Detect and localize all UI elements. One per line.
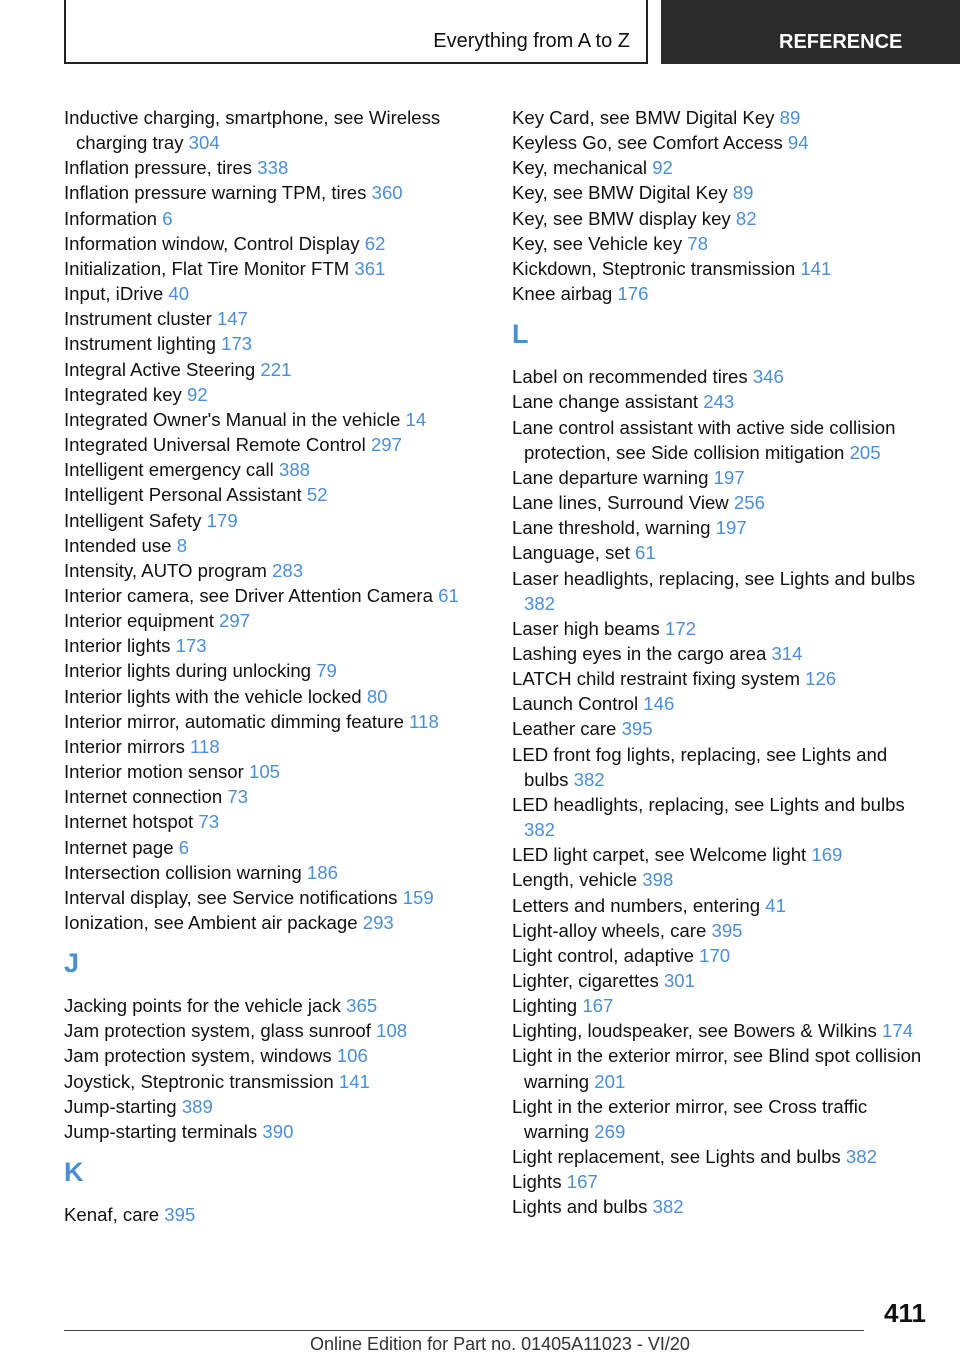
index-entry-text: Interior mirror, automatic dimming feature bbox=[64, 710, 404, 732]
index-entry bbox=[64, 331, 484, 356]
page-reference-link[interactable]: 173 bbox=[175, 635, 207, 657]
index-entry bbox=[512, 918, 932, 943]
index-entry bbox=[64, 993, 484, 1018]
page-reference-link[interactable]: 118 bbox=[409, 710, 439, 732]
index-entry-text: Lights and bulbs bbox=[512, 1196, 648, 1218]
page-reference-link[interactable]: 6 bbox=[178, 836, 190, 858]
page-reference-link[interactable]: 388 bbox=[278, 459, 311, 481]
index-entry bbox=[64, 583, 484, 608]
index-entry-text: Lights bbox=[512, 1171, 562, 1193]
index-entry-text: Interior lights bbox=[64, 635, 171, 657]
page-reference-link[interactable]: 365 bbox=[346, 995, 378, 1017]
index-entry bbox=[64, 432, 484, 457]
index-entry-text: Lashing eyes in the cargo area bbox=[512, 642, 767, 664]
index-entry-text: Kenaf, care bbox=[64, 1204, 160, 1226]
index-entry-text: Interior lights with the vehicle locked bbox=[64, 685, 362, 707]
index-entry bbox=[512, 1144, 932, 1169]
page-reference-link[interactable]: 92 bbox=[187, 383, 208, 405]
page-reference-link[interactable]: 82 bbox=[735, 207, 757, 229]
page-reference-link[interactable]: 61 bbox=[438, 584, 459, 606]
index-entry-text: Key, see BMW display key bbox=[512, 207, 731, 229]
page-reference-link[interactable]: 293 bbox=[362, 912, 394, 933]
page-reference-link[interactable]: 8 bbox=[176, 534, 188, 556]
index-entry bbox=[512, 993, 932, 1018]
index-entry-text: Key, mechanical bbox=[512, 157, 648, 179]
index-entry bbox=[64, 407, 484, 432]
page-reference-link[interactable]: 126 bbox=[805, 668, 837, 690]
index-entry bbox=[64, 835, 484, 860]
index-entry-text: Lighting bbox=[512, 995, 578, 1017]
page-reference-link[interactable]: 78 bbox=[687, 232, 709, 254]
index-entry bbox=[512, 281, 932, 306]
index-entry bbox=[512, 1169, 932, 1194]
page-reference-link[interactable]: 360 bbox=[371, 182, 403, 204]
page-reference-link[interactable]: 256 bbox=[733, 492, 765, 514]
page-reference-link[interactable]: 205 bbox=[849, 441, 881, 463]
index-entry bbox=[512, 364, 932, 389]
index-column-left bbox=[64, 105, 484, 1227]
page-reference-link[interactable]: 382 bbox=[524, 592, 556, 614]
index-entry-text: Key, see BMW Digital Key bbox=[512, 182, 728, 204]
page-reference-link[interactable]: 80 bbox=[366, 685, 388, 707]
page-reference-link[interactable]: 221 bbox=[260, 358, 292, 380]
index-entry-text: Key Card, see BMW Digital Key bbox=[512, 107, 775, 128]
page-reference-link[interactable]: 382 bbox=[652, 1196, 684, 1218]
index-entry bbox=[512, 742, 932, 792]
index-entry-text: Keyless Go, see Comfort Access bbox=[512, 132, 783, 154]
page-reference-link[interactable]: 89 bbox=[779, 107, 801, 128]
index-entry-text: Knee airbag bbox=[512, 283, 613, 305]
index-entry-text: Label on recommended tires bbox=[512, 366, 748, 388]
index-entry bbox=[512, 180, 932, 205]
index-entry-text: Laser headlights, replacing, see Lights and bulbs bbox=[512, 567, 916, 589]
index-entry-text: Instrument cluster bbox=[64, 308, 212, 330]
index-entry bbox=[64, 759, 484, 784]
index-entry-text: Jam protection system, windows bbox=[64, 1045, 332, 1067]
index-entry bbox=[512, 206, 932, 231]
index-entry-text: Light control, adaptive bbox=[512, 944, 694, 966]
page-reference-link[interactable]: 89 bbox=[732, 182, 754, 204]
page-reference-link[interactable]: 395 bbox=[711, 919, 743, 941]
index-entry-text: Language, set bbox=[512, 542, 630, 564]
page-reference-link[interactable]: 108 bbox=[376, 1020, 408, 1042]
page-reference-link[interactable]: 314 bbox=[771, 642, 803, 664]
page-number: 411 bbox=[884, 1298, 926, 1328]
index-column-right bbox=[512, 105, 932, 1220]
page-reference-link[interactable]: 105 bbox=[249, 761, 281, 783]
chapter-tab: REFERENCE bbox=[661, 0, 960, 64]
footer-divider bbox=[64, 1330, 864, 1331]
index-entry-text: Lane departure warning bbox=[512, 466, 709, 488]
index-entry bbox=[512, 465, 932, 490]
page-reference-link[interactable]: 61 bbox=[635, 542, 656, 564]
index-entry-text: Joystick, Steptronic transmission bbox=[64, 1070, 334, 1092]
page-reference-link[interactable]: 197 bbox=[715, 517, 747, 539]
index-entry bbox=[512, 389, 932, 414]
index-entry-text: Lane control assistant with active side collision protection, see Side collision mitigation bbox=[512, 416, 896, 463]
page-reference-link[interactable]: 169 bbox=[811, 844, 843, 866]
index-entry-text: Ionization, see Ambient air package bbox=[64, 912, 358, 933]
index-entry-text: Interval display, see Service notifications bbox=[64, 886, 398, 908]
page-reference-link[interactable]: 382 bbox=[524, 819, 556, 841]
index-entry-text: Light in the exterior mirror, see Blind spot collision warning bbox=[512, 1045, 922, 1092]
index-entry bbox=[64, 910, 484, 935]
index-entry bbox=[64, 633, 484, 658]
index-entry bbox=[512, 691, 932, 716]
page-reference-link[interactable]: 6 bbox=[162, 207, 173, 229]
index-entry-text: LED light carpet, see Welcome light bbox=[512, 844, 807, 866]
index-entry-text: Key, see Vehicle key bbox=[512, 232, 683, 254]
index-entry bbox=[64, 1043, 484, 1068]
index-entry bbox=[64, 256, 484, 281]
page-reference-link[interactable]: 174 bbox=[882, 1020, 914, 1042]
index-entry bbox=[512, 716, 932, 741]
page-reference-link[interactable]: 301 bbox=[663, 970, 695, 991]
page-reference-link[interactable]: 186 bbox=[306, 861, 338, 883]
index-entry bbox=[64, 281, 484, 306]
index-entry-text: Jump-starting bbox=[64, 1095, 177, 1117]
index-entry-text: Inductive charging, smartphone, see Wireless charging tray bbox=[64, 107, 441, 154]
index-entry bbox=[64, 860, 484, 885]
index-entry-text: Intelligent Personal Assistant bbox=[64, 484, 302, 506]
index-entry bbox=[64, 1202, 484, 1227]
page-reference-link[interactable]: 73 bbox=[198, 811, 220, 833]
index-entry-text: Initialization, Flat Tire Monitor FTM bbox=[64, 257, 350, 279]
index-entry bbox=[512, 415, 932, 465]
index-entry bbox=[64, 709, 484, 734]
index-entry bbox=[512, 490, 932, 515]
index-entry-text: Integrated Universal Remote Control bbox=[64, 434, 366, 456]
page-reference-link[interactable]: 346 bbox=[752, 366, 784, 388]
index-entry-text: Interior lights during unlocking bbox=[64, 660, 312, 682]
index-entry bbox=[512, 867, 932, 892]
page-reference-link[interactable]: 41 bbox=[765, 894, 786, 916]
index-entry bbox=[64, 306, 484, 331]
index-entry bbox=[512, 1018, 932, 1043]
index-entry-text: Light-alloy wheels, care bbox=[512, 919, 707, 941]
index-entry-text: Intelligent emergency call bbox=[64, 459, 274, 481]
index-entry-text: Internet hotspot bbox=[64, 811, 194, 833]
index-entry-text: Jacking points for the vehicle jack bbox=[64, 995, 341, 1017]
page-reference-link[interactable]: 243 bbox=[703, 391, 735, 413]
footer-edition: Online Edition for Part no. 01405A11023 - VI/20 bbox=[310, 1334, 690, 1354]
index-entry bbox=[64, 231, 484, 256]
index-entry-text: Lighter, cigarettes bbox=[512, 970, 659, 991]
index-entry bbox=[64, 684, 484, 709]
index-entry bbox=[512, 893, 932, 918]
page-reference-link[interactable]: 395 bbox=[621, 718, 653, 740]
index-entry-text: Letters and numbers, entering bbox=[512, 894, 761, 916]
index-entry-text: Intensity, AUTO program bbox=[64, 559, 267, 581]
page-reference-link[interactable]: 14 bbox=[405, 408, 427, 430]
section-title: Everything from A to Z bbox=[433, 30, 630, 52]
index-entry-text: Interior motion sensor bbox=[64, 761, 244, 783]
page-reference-link[interactable]: 159 bbox=[402, 886, 434, 908]
index-entry bbox=[512, 130, 932, 155]
page-reference-link[interactable]: 389 bbox=[181, 1095, 213, 1117]
index-entry bbox=[64, 809, 484, 834]
index-entry bbox=[64, 508, 484, 533]
index-entry bbox=[512, 1043, 932, 1093]
index-entry-text: Kickdown, Steptronic transmission bbox=[512, 257, 796, 279]
page-reference-link[interactable]: 170 bbox=[699, 944, 731, 966]
page-reference-link[interactable]: 382 bbox=[845, 1146, 877, 1168]
index-entry bbox=[512, 231, 932, 256]
index-entry bbox=[64, 457, 484, 482]
index-entry bbox=[64, 1018, 484, 1043]
page-reference-link[interactable]: 338 bbox=[257, 157, 289, 179]
index-entry-text: Input, iDrive bbox=[64, 283, 164, 305]
index-entry bbox=[64, 206, 484, 231]
index-entry bbox=[512, 256, 932, 281]
page-reference-link[interactable]: 176 bbox=[617, 283, 649, 305]
index-entry bbox=[512, 968, 932, 993]
index-letter-heading: L bbox=[512, 319, 529, 350]
index-entry bbox=[512, 540, 932, 565]
index-entry-text: Length, vehicle bbox=[512, 869, 638, 891]
index-entry-text: Jam protection system, glass sunroof bbox=[64, 1020, 371, 1042]
index-entry bbox=[64, 382, 484, 407]
index-letter-heading: K bbox=[64, 1157, 84, 1188]
index-entry bbox=[64, 357, 484, 382]
index-entry bbox=[64, 1119, 484, 1144]
index-entry-text: Laser high beams bbox=[512, 617, 660, 639]
page-reference-link[interactable]: 297 bbox=[370, 434, 402, 456]
page-reference-link[interactable]: 297 bbox=[219, 610, 251, 632]
page-reference-link[interactable]: 141 bbox=[338, 1070, 370, 1092]
index-entry bbox=[64, 558, 484, 583]
index-entry-text: Internet page bbox=[64, 836, 174, 858]
index-entry-text: LATCH child restraint fixing system bbox=[512, 668, 800, 690]
index-entry bbox=[512, 1094, 932, 1144]
page-reference-link[interactable]: 52 bbox=[306, 484, 328, 506]
index-entry bbox=[512, 616, 932, 641]
page-reference-link[interactable]: 167 bbox=[566, 1171, 598, 1193]
page-reference-link[interactable]: 62 bbox=[364, 232, 386, 254]
header-section-box bbox=[64, 0, 648, 64]
index-entry-text: Lane change assistant bbox=[512, 391, 699, 413]
index-entry bbox=[64, 658, 484, 683]
index-entry-text: Lane lines, Surround View bbox=[512, 492, 729, 514]
page-reference-link[interactable]: 79 bbox=[316, 660, 337, 682]
index-entry-text: Instrument lighting bbox=[64, 333, 216, 355]
index-entry-text: Intersection collision warning bbox=[64, 861, 302, 883]
index-entry-text: Jump-starting terminals bbox=[64, 1120, 258, 1142]
page-reference-link[interactable]: 395 bbox=[164, 1204, 196, 1226]
index-entry bbox=[64, 180, 484, 205]
page-reference-link[interactable]: 304 bbox=[188, 132, 220, 154]
index-entry-text: Lane threshold, warning bbox=[512, 517, 711, 539]
index-entry-text: Information window, Control Display bbox=[64, 232, 360, 254]
index-entry bbox=[64, 1069, 484, 1094]
index-entry-text: Integrated Owner's Manual in the vehicle bbox=[64, 408, 401, 430]
page-reference-link[interactable]: 106 bbox=[336, 1045, 368, 1067]
index-entry-text: Launch Control bbox=[512, 693, 639, 715]
index-entry bbox=[64, 784, 484, 809]
page-reference-link[interactable]: 390 bbox=[262, 1120, 294, 1142]
index-entry bbox=[512, 792, 932, 842]
page-reference-link[interactable]: 269 bbox=[594, 1120, 626, 1142]
index-entry bbox=[512, 155, 932, 180]
index-entry bbox=[64, 608, 484, 633]
index-letter-heading: J bbox=[64, 948, 80, 979]
page-reference-link[interactable]: 167 bbox=[582, 995, 614, 1017]
page-reference-link[interactable]: 398 bbox=[642, 869, 674, 891]
index-entry-text: Light in the exterior mirror, see Cross traffic warning bbox=[512, 1095, 868, 1142]
index-entry bbox=[512, 1194, 932, 1219]
index-entry-text: Inflation pressure warning TPM, tires bbox=[64, 182, 367, 204]
index-entry-text: Lighting, loudspeaker, see Bowers & Wilkins bbox=[512, 1020, 877, 1042]
index-entry bbox=[64, 533, 484, 558]
index-entry-text: Interior mirrors bbox=[64, 735, 185, 757]
index-entry bbox=[512, 842, 932, 867]
index-entry-text: Leather care bbox=[512, 718, 617, 740]
index-entry bbox=[64, 155, 484, 180]
index-entry bbox=[64, 885, 484, 910]
page-reference-link[interactable]: 92 bbox=[652, 157, 673, 179]
index-entry bbox=[64, 734, 484, 759]
index-entry-text: Information bbox=[64, 207, 158, 229]
page-reference-link[interactable]: 141 bbox=[800, 257, 832, 279]
page-reference-link[interactable]: 146 bbox=[643, 693, 675, 715]
page-reference-link[interactable]: 173 bbox=[221, 333, 253, 355]
page-reference-link[interactable]: 172 bbox=[664, 617, 697, 639]
page-reference-link[interactable]: 73 bbox=[227, 786, 249, 808]
index-entry-text: Inflation pressure, tires bbox=[64, 157, 253, 179]
page-reference-link[interactable]: 197 bbox=[713, 466, 745, 488]
index-entry bbox=[512, 666, 932, 691]
index-entry bbox=[512, 566, 932, 616]
index-entry-text: Integrated key bbox=[64, 383, 182, 405]
index-entry-text: LED front fog lights, replacing, see Lights and bulbs bbox=[512, 743, 888, 790]
index-entry-text: Intelligent Safety bbox=[64, 509, 202, 531]
page-reference-link[interactable]: 179 bbox=[206, 509, 238, 531]
index-entry-text: Intended use bbox=[64, 534, 172, 556]
page-reference-link[interactable]: 283 bbox=[272, 559, 304, 581]
index-entry bbox=[512, 943, 932, 968]
page-reference-link[interactable]: 40 bbox=[168, 283, 190, 305]
index-entry bbox=[64, 482, 484, 507]
index-entry-text: Interior camera, see Driver Attention Camera bbox=[64, 584, 433, 606]
index-entry-text: Integral Active Steering bbox=[64, 358, 256, 380]
index-entry bbox=[512, 515, 932, 540]
page-reference-link[interactable]: 201 bbox=[594, 1070, 626, 1092]
page-reference-link[interactable]: 147 bbox=[216, 308, 248, 330]
index-entry bbox=[512, 105, 932, 130]
page-reference-link[interactable]: 118 bbox=[190, 735, 220, 757]
index-entry bbox=[512, 641, 932, 666]
page-reference-link[interactable]: 361 bbox=[354, 257, 386, 279]
index-entry bbox=[64, 105, 484, 155]
index-entry bbox=[64, 1094, 484, 1119]
index-entry-text: Interior equipment bbox=[64, 610, 214, 632]
index-entry-text: Light replacement, see Lights and bulbs bbox=[512, 1146, 841, 1168]
page-reference-link[interactable]: 382 bbox=[573, 768, 605, 790]
index-entry-text: LED headlights, replacing, see Lights and bulbs bbox=[512, 793, 905, 815]
index-entry-text: Internet connection bbox=[64, 786, 223, 808]
page-reference-link[interactable]: 94 bbox=[787, 132, 809, 154]
